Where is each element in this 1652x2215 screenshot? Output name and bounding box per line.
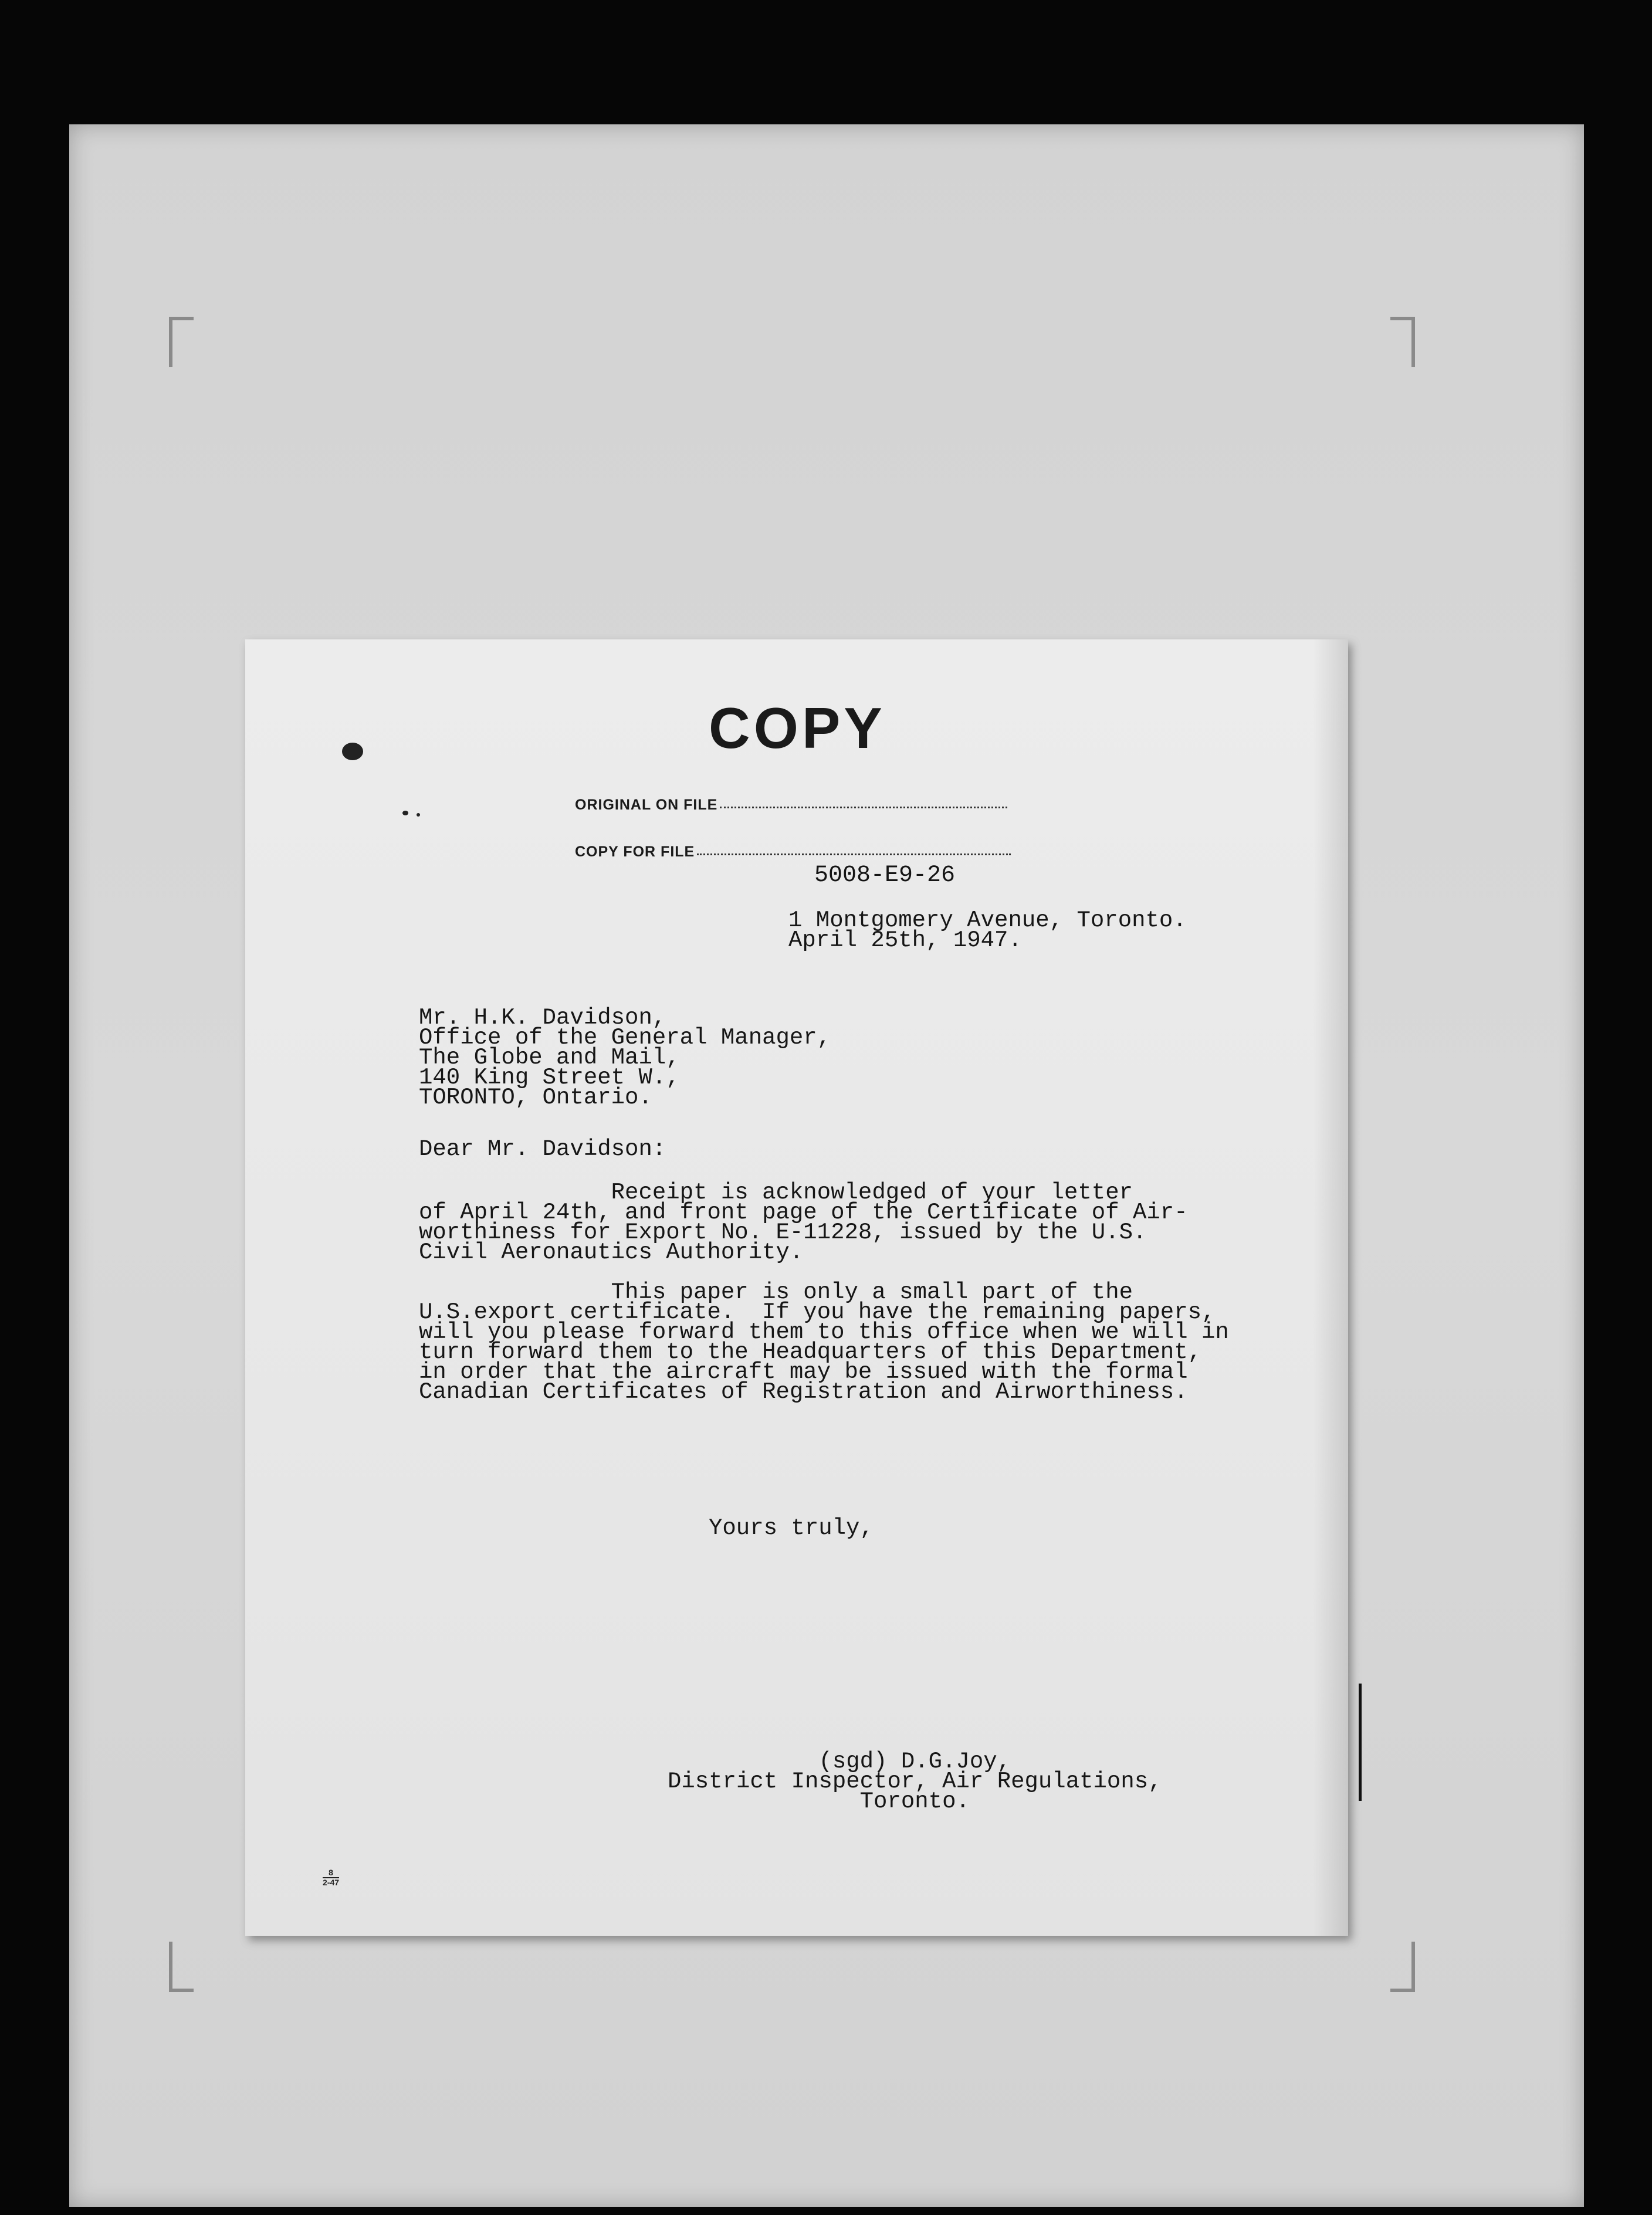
recipient-line: TORONTO, Ontario. (419, 1085, 652, 1110)
crop-mark-bottom-left (169, 1942, 194, 1992)
crop-mark-top-left (169, 317, 194, 367)
copy-stamp-title: COPY (709, 696, 886, 760)
body-line: of April 24th, and front page of the Certificate of Air- (419, 1200, 1188, 1225)
signature-block (668, 1749, 1162, 1814)
signature-name: (sgd) D.G.Joy, (818, 1749, 1011, 1774)
page-edge-shadow (1313, 639, 1348, 1936)
body-line: will you please forward them to this office when we will in (419, 1319, 1229, 1345)
crop-mark-bottom-right (1390, 1942, 1415, 1992)
signature-location: Toronto. (859, 1789, 970, 1814)
letter-body (419, 1180, 1229, 1405)
recipient-address (419, 1005, 831, 1110)
complimentary-close: Yours truly, (709, 1515, 874, 1541)
punch-hole-mark (342, 743, 363, 760)
salutation: Dear Mr. Davidson: (419, 1136, 666, 1162)
ink-speck (402, 811, 408, 815)
signature-title: District Inspector, Air Regulations, (668, 1769, 1162, 1794)
margin-mark (1359, 1684, 1362, 1801)
body-line: turn forward them to the Headquarters of this Department, (419, 1339, 1202, 1365)
form-code-number: 8 (323, 1868, 339, 1878)
letter-date: April 25th, 1947. (788, 927, 1022, 953)
body-line: in order that the aircraft may be issued with the formal (419, 1359, 1188, 1385)
body-line: U.S.export certificate. If you have the remaining papers, (419, 1299, 1216, 1325)
file-reference-number: 5008-E9-26 (814, 862, 956, 889)
ink-speck (417, 813, 420, 817)
dotted-rule (720, 807, 1007, 808)
crop-mark-top-right (1390, 317, 1415, 367)
dotted-rule (697, 854, 1011, 855)
body-line: worthiness for Export No. E-11228, issued by the U.S. (419, 1220, 1147, 1245)
original-on-file-label: ORIGINAL ON FILE (575, 797, 718, 813)
body-line: Canadian Certificates of Registration and Airworthiness. (419, 1379, 1188, 1405)
recipient-line: Mr. H.K. Davidson, (419, 1005, 666, 1031)
copy-for-file-label: COPY FOR FILE (575, 844, 695, 860)
body-line: This paper is only a small part of the (611, 1279, 1133, 1305)
address-line: 1 Montgomery Avenue, Toronto. (788, 907, 1187, 933)
body-line: Civil Aeronautics Authority. (419, 1239, 804, 1265)
recipient-line: 140 King Street W., (419, 1065, 680, 1090)
form-code (323, 1868, 339, 1887)
letter-page (245, 639, 1348, 1936)
form-code-date: 2-47 (323, 1878, 340, 1887)
recipient-line: Office of the General Manager, (419, 1025, 831, 1051)
copy-for-file-line (575, 844, 1011, 861)
recipient-line: The Globe and Mail, (419, 1045, 680, 1071)
body-line: Receipt is acknowledged of your letter (611, 1180, 1133, 1205)
sender-address (788, 907, 1187, 953)
original-on-file-line (575, 797, 1007, 814)
